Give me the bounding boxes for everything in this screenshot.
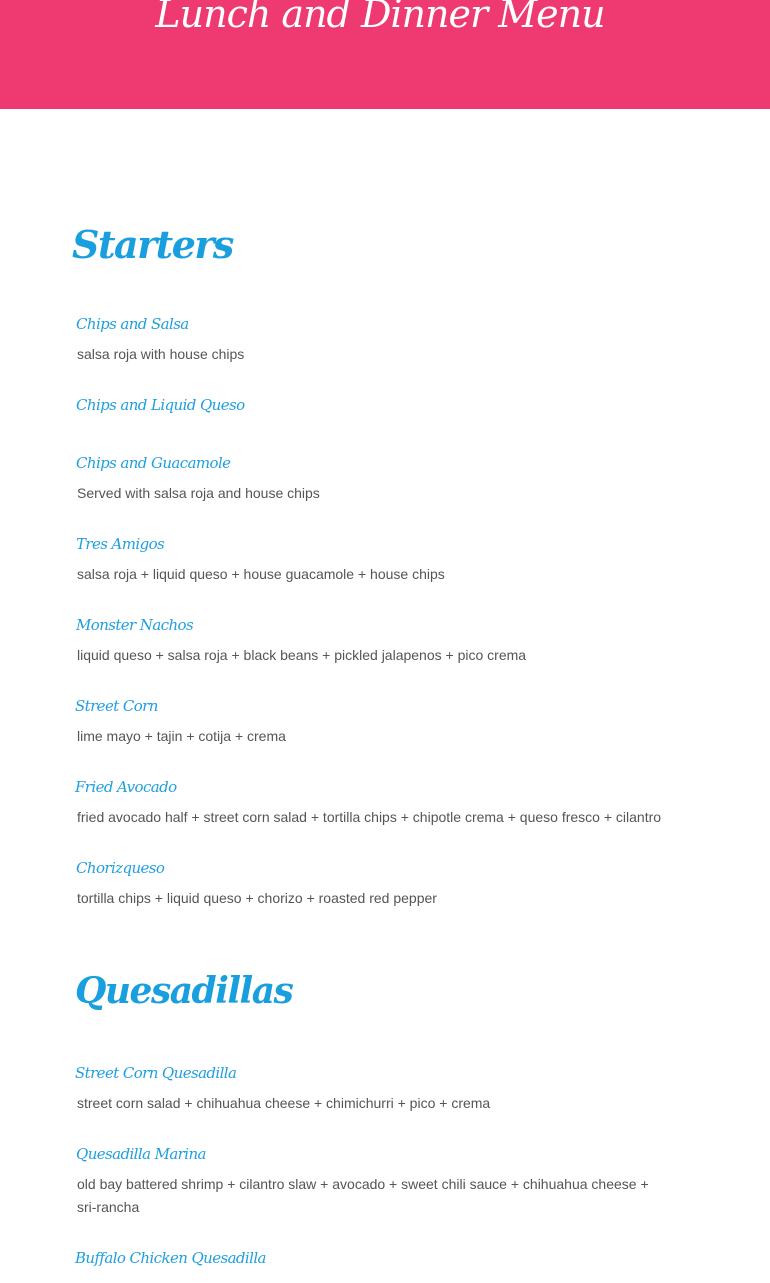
menu-item-description: old bay battered shrimp + cilantro slaw + avocado + sweet chili sauce + chihuahua cheese + sri-rancha (77, 1176, 649, 1215)
menu-item-description: salsa roja with house chips (77, 346, 245, 362)
menu-item-name: Chips and Guacamole (76, 454, 231, 472)
menu-item-description: lime mayo + tajin + cotija + crema (77, 728, 286, 744)
section-title-quesadillas: Quesadillas (75, 970, 293, 1012)
menu-header (0, 0, 770, 109)
menu-item-name: Monster Nachos (76, 616, 194, 634)
menu-item-name: Tres Amigos (76, 535, 165, 553)
menu-item-name: Fried Avocado (75, 778, 177, 796)
menu-item-description: liquid queso + salsa roja + black beans + pickled jalapenos + pico crema (77, 647, 527, 663)
menu-item-name: Street Corn Quesadilla (75, 1064, 237, 1082)
menu-item-description: tortilla chips + liquid queso + chorizo + roasted red pepper (77, 890, 437, 906)
menu-item-name: Chips and Salsa (76, 315, 189, 333)
menu-item-description: salsa roja + liquid queso + house guacamole + house chips (77, 566, 445, 582)
menu-item-name: Street Corn (75, 697, 158, 715)
menu-item-name: Chips and Liquid Queso (76, 396, 245, 414)
menu-item-name: Quesadilla Marina (76, 1145, 206, 1163)
page-title: Lunch and Dinner Menu (155, 0, 605, 36)
menu-item-name: Chorizqueso (76, 859, 165, 877)
menu-item-description: Served with salsa roja and house chips (77, 485, 320, 501)
menu-item-description: fried avocado half + street corn salad + tortilla chips + chipotle crema + queso fresco + cilantro (77, 809, 662, 825)
menu-item-description: street corn salad + chihuahua cheese + chimichurri + pico + crema (77, 1095, 491, 1111)
menu-item-name: Buffalo Chicken Quesadilla (75, 1249, 266, 1267)
section-title-starters: Starters (72, 222, 233, 267)
